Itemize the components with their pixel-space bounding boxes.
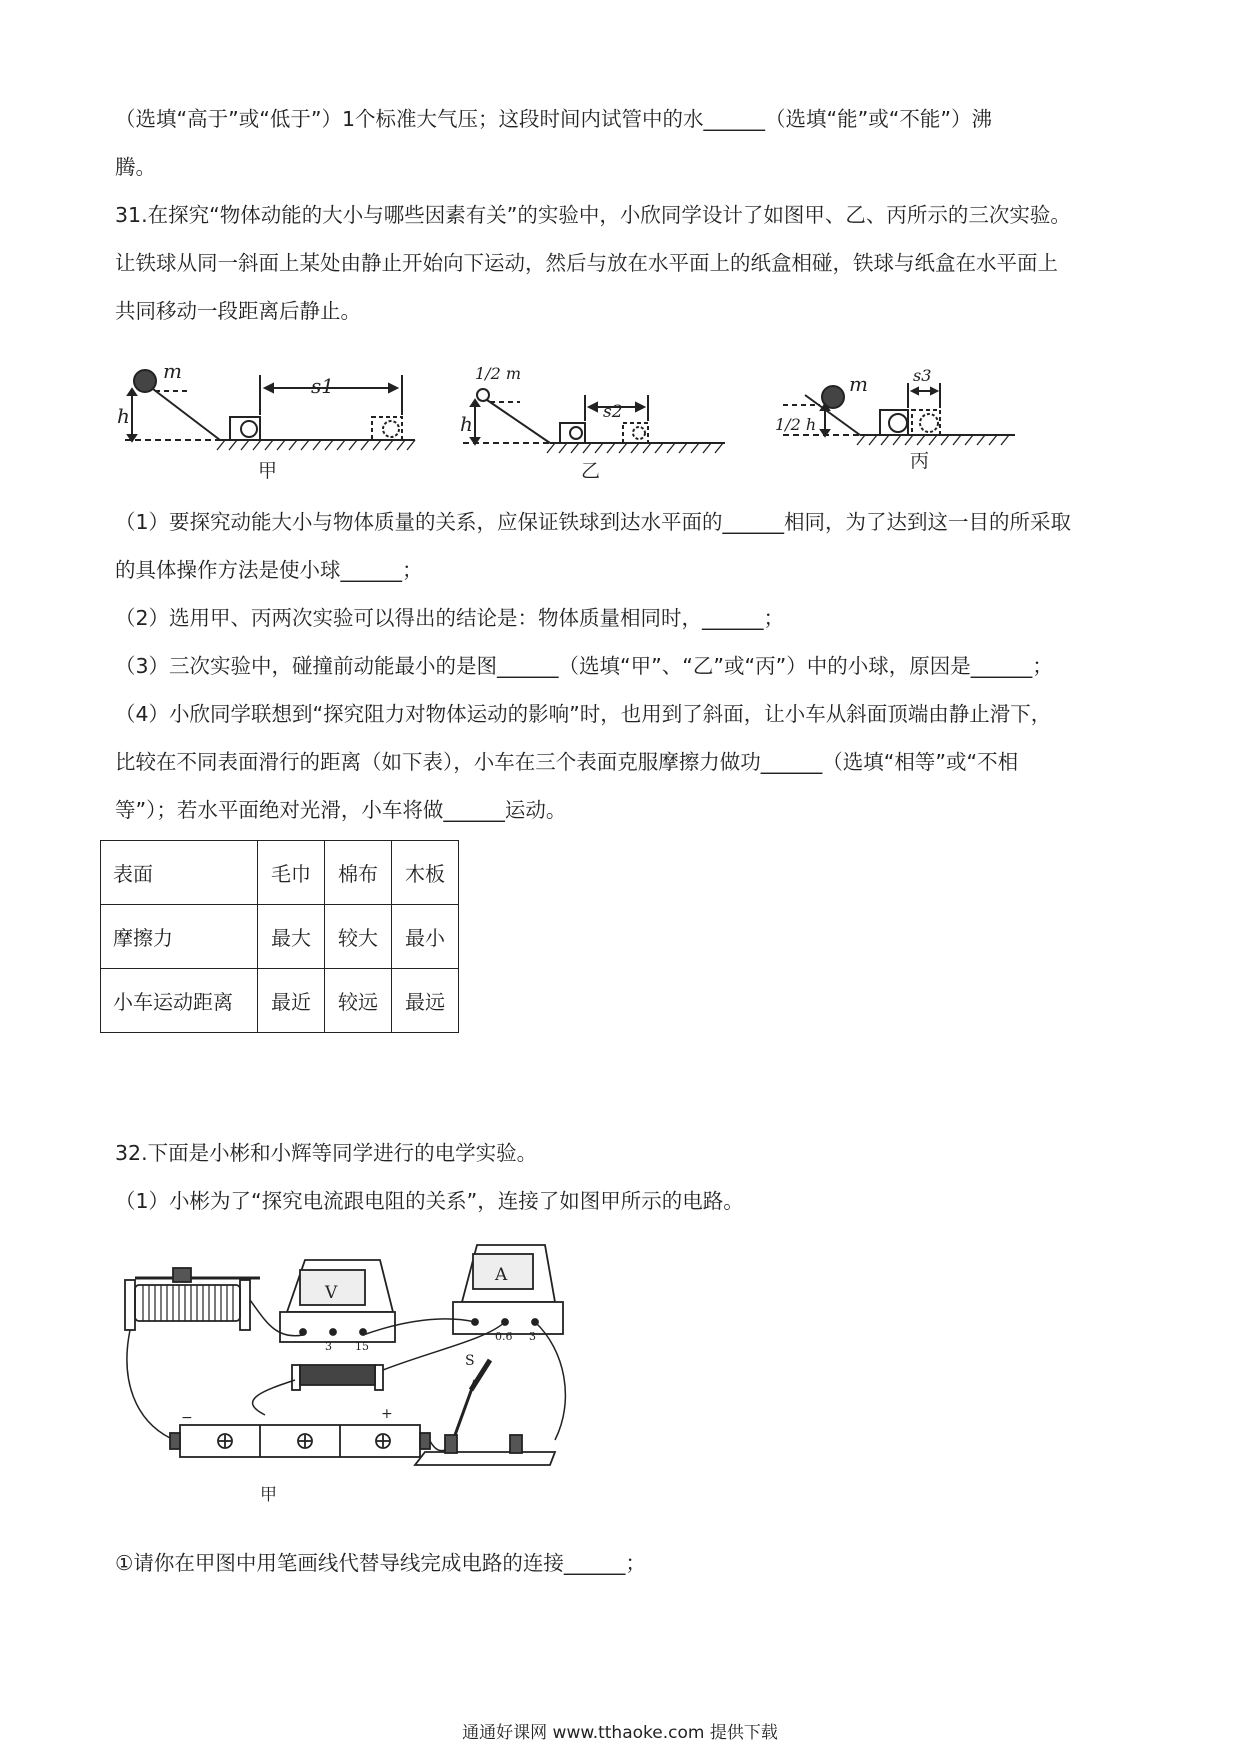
label-s1: s1 [311,374,334,398]
circuit-caption: 甲 [260,1485,277,1505]
ammeter-scale: 0.6 [495,1330,513,1343]
sub-question-1: 的具体操作方法是使小球______； [115,558,423,582]
incline-experiment-figure [115,355,1075,490]
sub-question-4: 等”）；若水平面绝对光滑，小车将做______运动。 [115,798,567,822]
label-h: h [117,404,130,428]
sub-question-3: （3）三次实验中，碰撞前动能最小的是图______（选填“甲”、“乙”或“丙”）中的小球，原因是______； [115,654,1053,678]
table-cell: 木板 [392,841,459,905]
battery-plus-label: + [381,1406,393,1422]
panel-bing [783,383,1015,445]
ammeter-scale: 3 [529,1330,536,1343]
voltmeter-scale: 3 [325,1340,332,1353]
table-cell: 最远 [392,969,459,1033]
label-m: m [163,359,182,383]
caption-jia: 甲 [258,460,278,482]
sub-question-circle-1: ①请你在甲图中用笔画线代替导线完成电路的连接______； [115,1551,646,1575]
table-cell: 较远 [325,969,392,1033]
table-cell: 表面 [101,841,258,905]
table-row [101,905,459,969]
label-s2: s2 [603,402,623,422]
table-cell: 小车运动距离 [101,969,258,1033]
table-row [101,841,459,905]
text-line: （选填“高于”或“低于”）1个标准大气压；这段时间内试管中的水______（选填“能”或“不能”）沸 [115,107,993,131]
label-half-m: 1/2 m [475,364,522,383]
question-31-line: 让铁球从同一斜面上某处由静止开始向下运动，然后与放在水平面上的纸盒相碰，铁球与纸盒在水平面上 [115,251,1058,275]
sub-question-4: （4）小欣同学联想到“探究阻力对物体运动的影响”时，也用到了斜面，让小车从斜面顶端由静止滑下， [115,702,1052,726]
resistor [292,1365,383,1390]
question-32-line: （1）小彬为了“探究电流跟电阻的关系”，连接了如图甲所示的电路。 [115,1189,744,1213]
sub-question-1: （1）要探究动能大小与物体质量的关系，应保证铁球到达水平面的______相同，为了达到这一目的所采取 [115,510,1072,534]
label-s3: s3 [913,366,932,385]
caption-bing: 丙 [910,450,930,472]
table-cell: 较大 [325,905,392,969]
voltmeter-label: V [325,1283,338,1303]
table-cell: 最小 [392,905,459,969]
page-footer: 通通好课网 www.tthaoke.com 提供下载 [462,1723,778,1743]
switch-label: S [465,1353,475,1369]
question-31-line: 共同移动一段距离后静止。 [115,299,361,323]
friction-table [100,840,459,1033]
battery-pack [170,1425,430,1457]
sub-question-2: （2）选用甲、丙两次实验可以得出的结论是：物体质量相同时，______； [115,606,785,630]
circuit-figure [115,1240,575,1510]
label-h: h [460,412,473,436]
table-cell: 最大 [258,905,325,969]
voltmeter-scale: 15 [355,1340,369,1353]
question-32-line: 32.下面是小彬和小辉等同学进行的电学实验。 [115,1141,538,1165]
ammeter-label: A [495,1265,508,1285]
panel-yi [463,389,725,453]
table-cell: 棉布 [325,841,392,905]
label-m: m [849,372,868,396]
table-cell: 摩擦力 [101,905,258,969]
label-half-h: 1/2 h [775,415,817,434]
table-row [101,969,459,1033]
sub-question-4: 比较在不同表面滑行的距离（如下表），小车在三个表面克服摩擦力做功______（选填“相等”或“不相 [115,750,1019,774]
caption-yi: 乙 [581,460,601,482]
battery-minus-label: − [181,1410,193,1426]
text-line: 腾。 [115,155,156,179]
table-cell: 最近 [258,969,325,1033]
table-cell: 毛巾 [258,841,325,905]
rheostat [125,1268,260,1330]
question-31-line: 31.在探究“物体动能的大小与哪些因素有关”的实验中，小欣同学设计了如图甲、乙、丙所示的三次实验。 [115,203,1071,227]
